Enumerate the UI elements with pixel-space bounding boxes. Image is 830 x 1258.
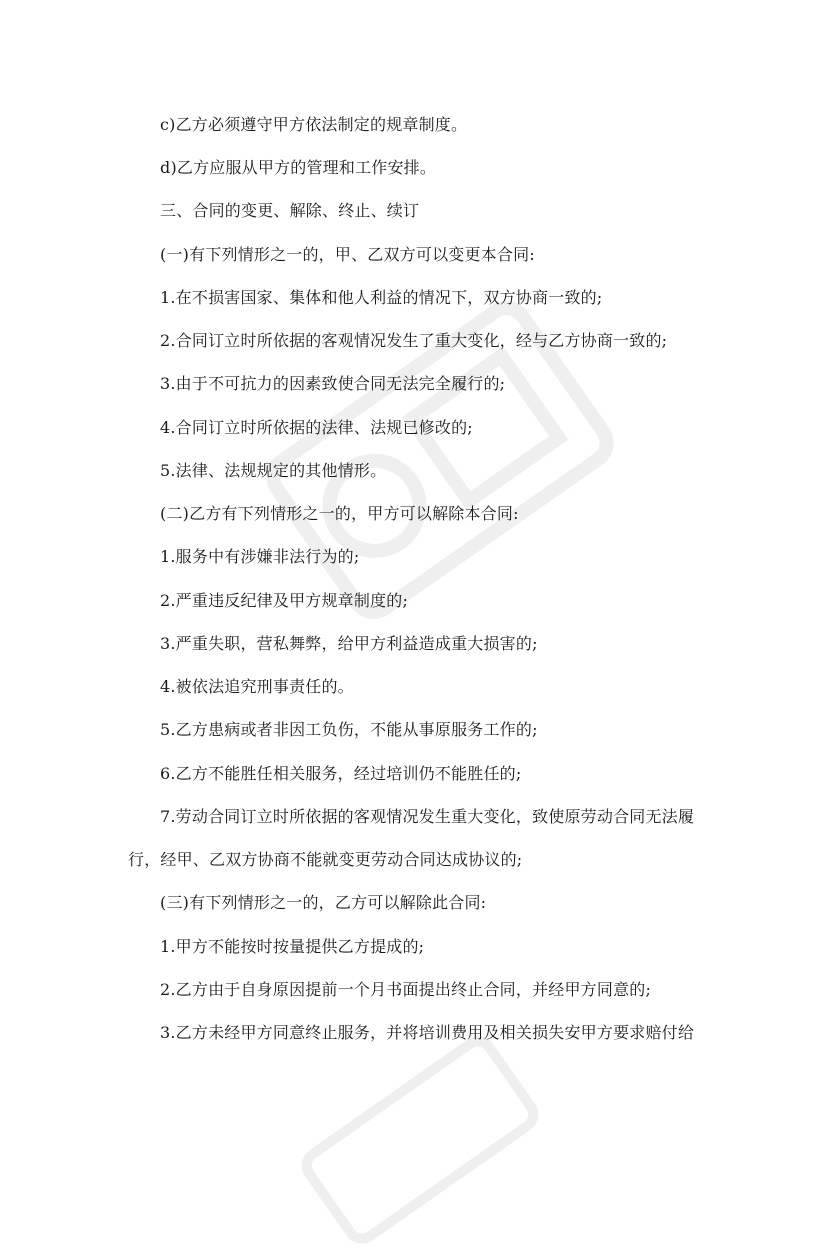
subsection-2-item-6: 6.乙方不能胜任相关服务，经过培训仍不能胜任的; [160, 764, 522, 783]
subsection-1-item-3: 3.由于不可抗力的因素致使合同无法完全履行的; [160, 374, 506, 393]
clause-c: c)乙方必须遵守甲方依法制定的规章制度。 [160, 115, 468, 134]
subsection-1-heading: (一)有下列情形之一的，甲、乙双方可以变更本合同: [160, 245, 535, 264]
subsection-3-item-1: 1.甲方不能按时按量提供乙方提成的; [160, 937, 425, 956]
subsection-2-item-1: 1.服务中有涉嫌非法行为的; [160, 547, 360, 566]
subsection-3-item-3: 3.乙方未经甲方同意终止服务，并将培训费用及相关损失安甲方要求赔付给 [160, 1023, 695, 1042]
subsection-2-heading: (二)乙方有下列情形之一的，甲方可以解除本合同: [160, 504, 519, 523]
subsection-2-item-4: 4.被依法追究刑事责任的。 [160, 677, 354, 696]
subsection-2-item-2: 2.严重违反纪律及甲方规章制度的; [160, 591, 409, 610]
subsection-1-item-1: 1.在不损害国家、集体和他人利益的情况下，双方协商一致的; [160, 288, 603, 307]
subsection-2-item-7: 7.劳动合同订立时所依据的客观情况发生重大变化，致使原劳动合同无法履 [160, 807, 695, 826]
subsection-1-item-5: 5.法律、法规规定的其他情形。 [160, 461, 387, 480]
subsection-1-item-4: 4.合同订立时所依据的法律、法规已修改的; [160, 418, 473, 437]
subsection-2-item-5: 5.乙方患病或者非因工负伤，不能从事原服务工作的; [160, 720, 538, 739]
subsection-3-item-2: 2.乙方由于自身原因提前一个月书面提出终止合同，并经甲方同意的; [160, 980, 652, 999]
subsection-2-item-3: 3.严重失职，营私舞弊，给甲方利益造成重大损害的; [160, 634, 538, 653]
subsection-3-heading: (三)有下列情形之一的，乙方可以解除此合同: [160, 893, 487, 912]
subsection-1-item-2: 2.合同订立时所依据的客观情况发生了重大变化，经与乙方协商一致的; [160, 331, 668, 350]
clause-d: d)乙方应服从甲方的管理和工作安排。 [160, 158, 437, 177]
section-heading: 三、合同的变更、解除、终止、续订 [160, 201, 420, 220]
subsection-2-item-7-continued: 行，经甲、乙双方协商不能就变更劳动合同达成协议的; [128, 850, 523, 869]
